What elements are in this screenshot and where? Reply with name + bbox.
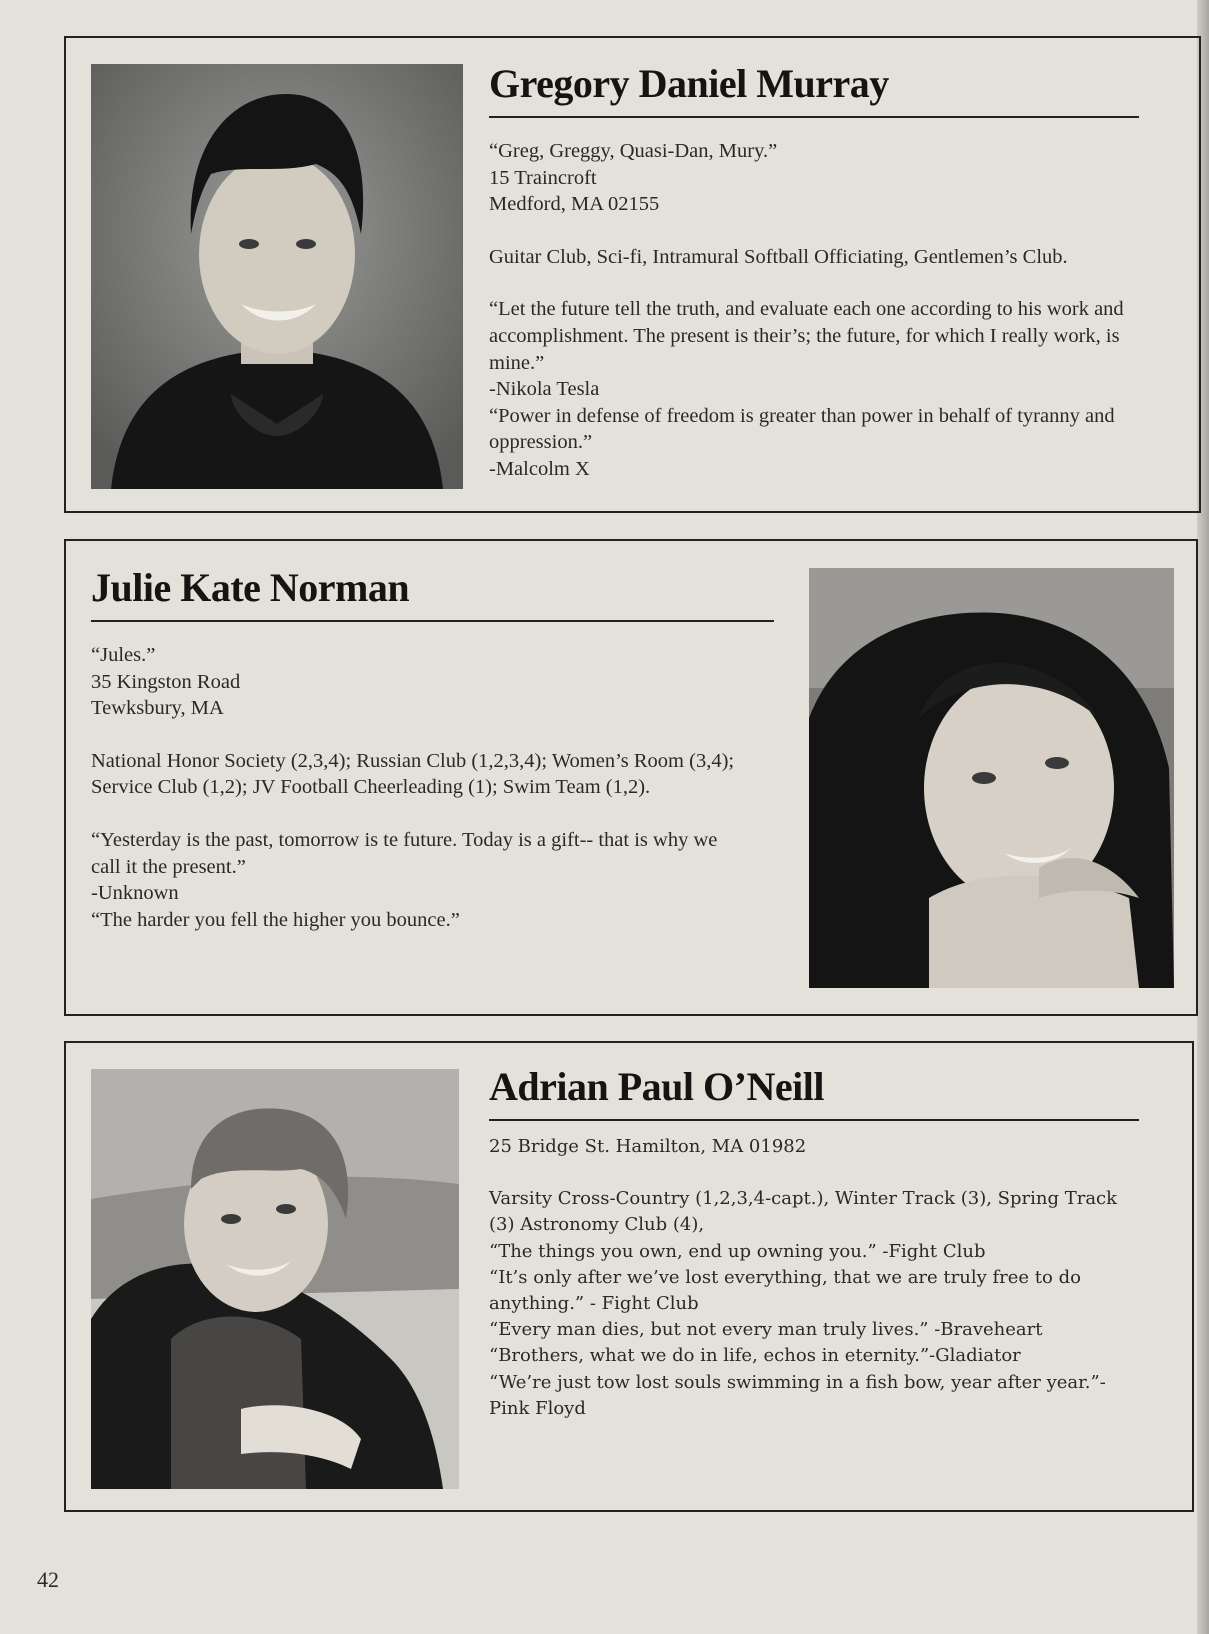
activities-line: National Honor Society (2,3,4); Russian Club (1,2,3,4); Women’s Room (3,4); (91, 749, 735, 772)
address-line: 15 Traincroft (489, 166, 597, 189)
body-line: “Every man dies, but not every man truly lives.” -Braveheart (489, 1319, 1043, 1341)
profile-details (91, 642, 734, 933)
profile-card-oneill (64, 1041, 1194, 1512)
profile-card-norman (64, 539, 1198, 1016)
address-line: 35 Kingston Road (91, 670, 241, 693)
quote-line: oppression.” (489, 431, 593, 454)
body-line: “Brothers, what we do in life, echos in eternity.”-Gladiator (489, 1345, 1021, 1367)
profile-details (489, 138, 1124, 483)
body-line: (3) Astronomy Club (4), (489, 1214, 705, 1236)
address-line: Medford, MA 02155 (489, 193, 660, 216)
body-line: “The things you own, end up owning you.” -Fight Club (489, 1240, 986, 1262)
nickname: “Jules.” (91, 644, 156, 666)
body-line: “We’re just tow lost souls swimming in a fish bow, year after year.”- (489, 1371, 1106, 1393)
nickname: “Greg, Greggy, Quasi-Dan, Mury.” (489, 140, 778, 162)
student-name: Julie Kate Norman (91, 565, 410, 610)
portrait-photo-oneill (91, 1069, 459, 1489)
body-line: Pink Floyd (489, 1397, 586, 1419)
quote-line: “Yesterday is the past, tomorrow is te future. Today is a gift-- that is why we (91, 828, 718, 851)
quote-line: accomplishment. The present is their’s; the future, for which I really work, is (489, 324, 1120, 347)
quote-line: “The harder you fell the higher you bounce.” (91, 908, 460, 931)
page-number: 42 (37, 1567, 59, 1592)
quote-line: -Malcolm X (489, 457, 590, 480)
student-name: Adrian Paul O’Neill (489, 1064, 824, 1109)
name-underline (489, 1119, 1139, 1121)
portrait-photo-norman (809, 568, 1174, 988)
student-name: Gregory Daniel Murray (489, 61, 889, 106)
name-underline (91, 620, 774, 622)
address-line: 25 Bridge St. Hamilton, MA 01982 (489, 1136, 807, 1157)
quote-line: “Power in defense of freedom is greater than power in behalf of tyranny and (489, 404, 1115, 427)
quote-line: mine.” (489, 351, 545, 374)
activities-line: Service Club (1,2); JV Football Cheerleading (1); Swim Team (1,2). (91, 776, 651, 799)
body-line: “It’s only after we’ve lost everything, that we are truly free to do (489, 1266, 1081, 1288)
quote-line: “Let the future tell the truth, and evaluate each one according to his work and (489, 298, 1124, 321)
body-line: Varsity Cross-Country (1,2,3,4-capt.), Winter Track (3), Spring Track (489, 1188, 1118, 1210)
profile-card-murray (64, 36, 1201, 513)
address-line: Tewksbury, MA (91, 697, 224, 720)
body-line: anything.” - Fight Club (489, 1293, 699, 1315)
activities-line: Guitar Club, Sci-fi, Intramural Softball Officiating, Gentlemen’s Club. (489, 245, 1068, 268)
quote-line: -Unknown (91, 882, 179, 905)
profile-details (489, 1134, 1117, 1422)
name-underline (489, 116, 1139, 118)
portrait-photo-murray (91, 64, 463, 489)
quote-line: -Nikola Tesla (489, 378, 600, 401)
quote-line: call it the present.” (91, 855, 246, 878)
